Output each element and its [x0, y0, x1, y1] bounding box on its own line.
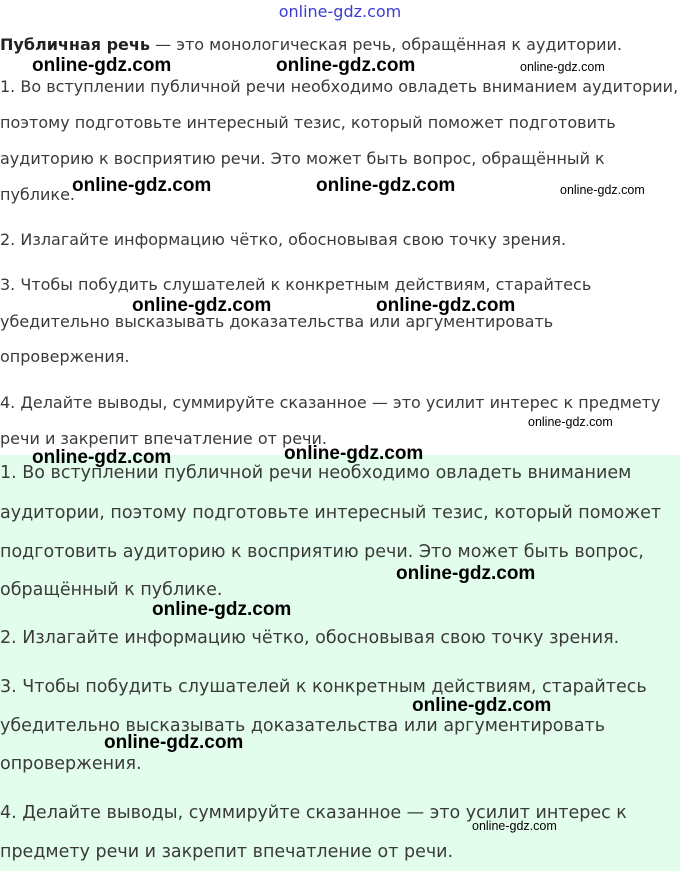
watermark: online-gdz.com [132, 295, 272, 316]
text-line: 3. Чтобы побудить слушателей к конкретным действиям, старайтесь [0, 275, 592, 294]
text-line: предмету речи и закрепит впечатление от речи. [0, 842, 454, 862]
watermark: online-gdz.com [32, 55, 172, 76]
watermark: online-gdz.com [528, 415, 613, 429]
text-line: аудитории, поэтому подготовьте интересный тезис, который поможет [0, 503, 662, 523]
text-line: опровержения. [0, 347, 130, 366]
watermark: online-gdz.com [412, 695, 552, 716]
text-line: 4. Делайте выводы, суммируйте сказанное — это усилит интерес к предмету [0, 393, 661, 412]
text-line: убедительно высказывать доказательства или аргументировать [0, 716, 606, 736]
text-line: аудиторию к восприятию речи. Это может быть вопрос, обращённый к [0, 149, 605, 168]
site-header [0, 0, 680, 24]
watermark: online-gdz.com [396, 563, 536, 584]
text-line: 3. Чтобы побудить слушателей к конкретным действиям, старайтесь [0, 677, 647, 697]
text-line: речи и закрепит впечатление от речи. [0, 429, 327, 448]
text-line: подготовить аудиторию к восприятию речи. Это может быть вопрос, [0, 542, 644, 562]
watermark: online-gdz.com [376, 295, 516, 316]
text-line: 2. Излагайте информацию чётко, обосновывая свою точку зрения. [0, 230, 567, 249]
intro-definition: — это монологическая речь, обращённая к аудитории. [150, 35, 623, 54]
text-line: публике. [0, 185, 76, 204]
text-line: опровержения. [0, 754, 142, 774]
watermark: online-gdz.com [520, 60, 605, 74]
watermark: online-gdz.com [152, 599, 292, 620]
watermark: online-gdz.com [560, 183, 645, 197]
text-line: 2. Излагайте информацию чётко, обосновывая свою точку зрения. [0, 628, 620, 648]
watermark: online-gdz.com [472, 819, 557, 833]
text-line: поэтому подготовьте интересный тезис, который поможет подготовить [0, 113, 616, 132]
text-line: 1. Во вступлении публичной речи необходимо овладеть вниманием аудитории, [0, 77, 679, 96]
intro-term: Публичная речь [0, 35, 151, 54]
text-line: 4. Делайте выводы, суммируйте сказанное — это усилит интерес к [0, 803, 627, 823]
watermark: online-gdz.com [104, 732, 244, 753]
watermark: online-gdz.com [32, 447, 172, 468]
watermark: online-gdz.com [284, 443, 424, 464]
watermark: online-gdz.com [72, 175, 212, 196]
text-line: 1. Во вступлении публичной речи необходимо овладеть вниманием [0, 463, 632, 483]
site-link[interactable]: online-gdz.com [278, 2, 402, 21]
watermark: online-gdz.com [276, 55, 416, 76]
intro-paragraph [0, 35, 622, 54]
highlighted-answer-block [0, 455, 680, 871]
watermark: online-gdz.com [316, 175, 456, 196]
text-line: убедительно высказывать доказательства или аргументировать [0, 312, 554, 331]
text-line: обращённый к публике. [0, 580, 223, 600]
